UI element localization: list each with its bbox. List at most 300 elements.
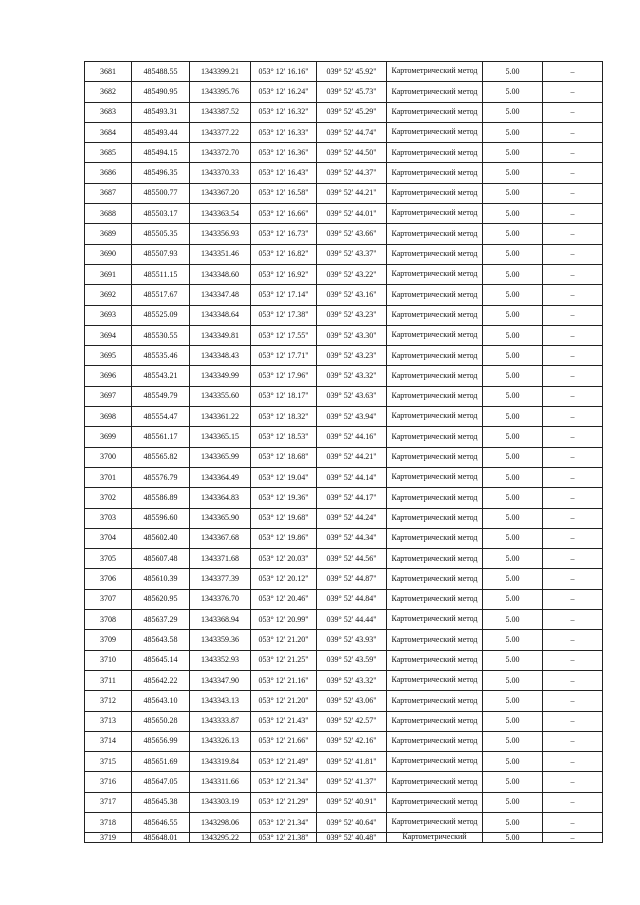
longitude-cell: 039° 52' 43.59" bbox=[317, 650, 387, 670]
latitude-cell: 053° 12' 20.12" bbox=[251, 569, 317, 589]
table-row bbox=[85, 285, 603, 305]
table-row bbox=[85, 772, 603, 792]
point-number-cell: 3698 bbox=[85, 407, 132, 427]
note-cell: – bbox=[543, 812, 603, 832]
table-row bbox=[85, 731, 603, 751]
accuracy-cell: 5.00 bbox=[483, 508, 543, 528]
point-number-cell: 3688 bbox=[85, 204, 132, 224]
table-row bbox=[85, 488, 603, 508]
y-coordinate-cell: 1343356.93 bbox=[190, 224, 251, 244]
point-number-cell: 3708 bbox=[85, 610, 132, 630]
accuracy-cell: 5.00 bbox=[483, 143, 543, 163]
accuracy-cell: 5.00 bbox=[483, 589, 543, 609]
accuracy-cell: 5.00 bbox=[483, 122, 543, 142]
method-cell: Картометрический метод bbox=[387, 610, 483, 630]
longitude-cell: 039° 52' 43.32" bbox=[317, 670, 387, 690]
note-cell: – bbox=[543, 610, 603, 630]
table-row bbox=[85, 467, 603, 487]
latitude-cell: 053° 12' 16.73" bbox=[251, 224, 317, 244]
point-number-cell: 3681 bbox=[85, 62, 132, 82]
point-number-cell: 3705 bbox=[85, 549, 132, 569]
x-coordinate-cell: 485500.77 bbox=[132, 183, 190, 203]
longitude-cell: 039° 52' 40.64" bbox=[317, 812, 387, 832]
x-coordinate-cell: 485645.14 bbox=[132, 650, 190, 670]
point-number-cell: 3683 bbox=[85, 102, 132, 122]
note-cell: – bbox=[543, 407, 603, 427]
latitude-cell: 053° 12' 19.68" bbox=[251, 508, 317, 528]
point-number-cell: 3704 bbox=[85, 528, 132, 548]
latitude-cell: 053° 12' 16.66" bbox=[251, 204, 317, 224]
x-coordinate-cell: 485645.38 bbox=[132, 792, 190, 812]
latitude-cell: 053° 12' 16.32" bbox=[251, 102, 317, 122]
point-number-cell: 3717 bbox=[85, 792, 132, 812]
method-cell: Картометрический метод bbox=[387, 244, 483, 264]
latitude-cell: 053° 12' 18.32" bbox=[251, 407, 317, 427]
table-row bbox=[85, 62, 603, 82]
note-cell: – bbox=[543, 325, 603, 345]
method-cell: Картометрический метод bbox=[387, 792, 483, 812]
note-cell: – bbox=[543, 62, 603, 82]
method-cell: Картометрический метод bbox=[387, 346, 483, 366]
x-coordinate-cell: 485505.35 bbox=[132, 224, 190, 244]
accuracy-cell: 5.00 bbox=[483, 772, 543, 792]
table-row bbox=[85, 102, 603, 122]
point-number-cell: 3697 bbox=[85, 386, 132, 406]
note-cell: – bbox=[543, 833, 603, 843]
table-row bbox=[85, 691, 603, 711]
latitude-cell: 053° 12' 20.99" bbox=[251, 610, 317, 630]
point-number-cell: 3700 bbox=[85, 447, 132, 467]
x-coordinate-cell: 485503.17 bbox=[132, 204, 190, 224]
longitude-cell: 039° 52' 42.16" bbox=[317, 731, 387, 751]
table-row bbox=[85, 711, 603, 731]
method-cell: Картометрический метод bbox=[387, 731, 483, 751]
accuracy-cell: 5.00 bbox=[483, 427, 543, 447]
y-coordinate-cell: 1343368.94 bbox=[190, 610, 251, 630]
note-cell: – bbox=[543, 691, 603, 711]
longitude-cell: 039° 52' 44.44" bbox=[317, 610, 387, 630]
note-cell: – bbox=[543, 143, 603, 163]
x-coordinate-cell: 485643.58 bbox=[132, 630, 190, 650]
longitude-cell: 039° 52' 43.23" bbox=[317, 305, 387, 325]
method-cell: Картометрический метод bbox=[387, 508, 483, 528]
latitude-cell: 053° 12' 16.92" bbox=[251, 264, 317, 284]
latitude-cell: 053° 12' 21.16" bbox=[251, 670, 317, 690]
method-cell: Картометрический метод bbox=[387, 691, 483, 711]
accuracy-cell: 5.00 bbox=[483, 488, 543, 508]
note-cell: – bbox=[543, 163, 603, 183]
latitude-cell: 053° 12' 16.82" bbox=[251, 244, 317, 264]
method-cell: Картометрический метод bbox=[387, 264, 483, 284]
note-cell: – bbox=[543, 346, 603, 366]
latitude-cell: 053° 12' 21.20" bbox=[251, 691, 317, 711]
accuracy-cell: 5.00 bbox=[483, 224, 543, 244]
longitude-cell: 039° 52' 44.34" bbox=[317, 528, 387, 548]
latitude-cell: 053° 12' 17.55" bbox=[251, 325, 317, 345]
longitude-cell: 039° 52' 43.37" bbox=[317, 244, 387, 264]
point-number-cell: 3714 bbox=[85, 731, 132, 751]
point-number-cell: 3694 bbox=[85, 325, 132, 345]
table-row bbox=[85, 224, 603, 244]
method-cell: Картометрический метод bbox=[387, 589, 483, 609]
table-row bbox=[85, 264, 603, 284]
longitude-cell: 039° 52' 40.48" bbox=[317, 833, 387, 843]
x-coordinate-cell: 485535.46 bbox=[132, 346, 190, 366]
point-number-cell: 3703 bbox=[85, 508, 132, 528]
method-cell: Картометрический метод bbox=[387, 752, 483, 772]
table-row bbox=[85, 204, 603, 224]
x-coordinate-cell: 485511.15 bbox=[132, 264, 190, 284]
accuracy-cell: 5.00 bbox=[483, 264, 543, 284]
y-coordinate-cell: 1343365.15 bbox=[190, 427, 251, 447]
method-cell: Картометрический метод bbox=[387, 183, 483, 203]
accuracy-cell: 5.00 bbox=[483, 650, 543, 670]
point-number-cell: 3695 bbox=[85, 346, 132, 366]
method-cell: Картометрический метод bbox=[387, 366, 483, 386]
table-body bbox=[85, 62, 603, 843]
x-coordinate-cell: 485596.60 bbox=[132, 508, 190, 528]
longitude-cell: 039° 52' 43.06" bbox=[317, 691, 387, 711]
point-number-cell: 3716 bbox=[85, 772, 132, 792]
x-coordinate-cell: 485576.79 bbox=[132, 467, 190, 487]
x-coordinate-cell: 485607.48 bbox=[132, 549, 190, 569]
point-number-cell: 3715 bbox=[85, 752, 132, 772]
table-row bbox=[85, 366, 603, 386]
accuracy-cell: 5.00 bbox=[483, 244, 543, 264]
point-number-cell: 3699 bbox=[85, 427, 132, 447]
accuracy-cell: 5.00 bbox=[483, 670, 543, 690]
method-cell: Картометрический метод bbox=[387, 204, 483, 224]
longitude-cell: 039° 52' 45.73" bbox=[317, 82, 387, 102]
method-cell: Картометрический метод bbox=[387, 102, 483, 122]
y-coordinate-cell: 1343361.22 bbox=[190, 407, 251, 427]
table-row bbox=[85, 630, 603, 650]
accuracy-cell: 5.00 bbox=[483, 102, 543, 122]
point-number-cell: 3689 bbox=[85, 224, 132, 244]
table-row bbox=[85, 792, 603, 812]
table-row bbox=[85, 508, 603, 528]
accuracy-cell: 5.00 bbox=[483, 82, 543, 102]
method-cell: Картометрический метод bbox=[387, 82, 483, 102]
latitude-cell: 053° 12' 18.17" bbox=[251, 386, 317, 406]
method-cell: Картометрический метод bbox=[387, 62, 483, 82]
latitude-cell: 053° 12' 16.36" bbox=[251, 143, 317, 163]
y-coordinate-cell: 1343319.84 bbox=[190, 752, 251, 772]
method-cell: Картометрический метод bbox=[387, 549, 483, 569]
y-coordinate-cell: 1343364.83 bbox=[190, 488, 251, 508]
point-number-cell: 3685 bbox=[85, 143, 132, 163]
y-coordinate-cell: 1343349.99 bbox=[190, 366, 251, 386]
y-coordinate-cell: 1343370.33 bbox=[190, 163, 251, 183]
longitude-cell: 039° 52' 41.37" bbox=[317, 772, 387, 792]
table-row bbox=[85, 610, 603, 630]
method-cell: Картометрический метод bbox=[387, 711, 483, 731]
latitude-cell: 053° 12' 20.46" bbox=[251, 589, 317, 609]
point-number-cell: 3710 bbox=[85, 650, 132, 670]
note-cell: – bbox=[543, 650, 603, 670]
note-cell: – bbox=[543, 224, 603, 244]
point-number-cell: 3690 bbox=[85, 244, 132, 264]
accuracy-cell: 5.00 bbox=[483, 833, 543, 843]
table-row bbox=[85, 244, 603, 264]
y-coordinate-cell: 1343351.46 bbox=[190, 244, 251, 264]
y-coordinate-cell: 1343365.90 bbox=[190, 508, 251, 528]
y-coordinate-cell: 1343355.60 bbox=[190, 386, 251, 406]
point-number-cell: 3696 bbox=[85, 366, 132, 386]
y-coordinate-cell: 1343371.68 bbox=[190, 549, 251, 569]
longitude-cell: 039° 52' 41.81" bbox=[317, 752, 387, 772]
accuracy-cell: 5.00 bbox=[483, 691, 543, 711]
longitude-cell: 039° 52' 44.56" bbox=[317, 549, 387, 569]
y-coordinate-cell: 1343303.19 bbox=[190, 792, 251, 812]
accuracy-cell: 5.00 bbox=[483, 305, 543, 325]
x-coordinate-cell: 485637.29 bbox=[132, 610, 190, 630]
y-coordinate-cell: 1343347.48 bbox=[190, 285, 251, 305]
x-coordinate-cell: 485656.99 bbox=[132, 731, 190, 751]
y-coordinate-cell: 1343364.49 bbox=[190, 467, 251, 487]
longitude-cell: 039° 52' 44.16" bbox=[317, 427, 387, 447]
table-row bbox=[85, 650, 603, 670]
point-number-cell: 3684 bbox=[85, 122, 132, 142]
accuracy-cell: 5.00 bbox=[483, 528, 543, 548]
note-cell: – bbox=[543, 285, 603, 305]
latitude-cell: 053° 12' 20.03" bbox=[251, 549, 317, 569]
longitude-cell: 039° 52' 44.17" bbox=[317, 488, 387, 508]
x-coordinate-cell: 485651.69 bbox=[132, 752, 190, 772]
point-number-cell: 3712 bbox=[85, 691, 132, 711]
latitude-cell: 053° 12' 21.20" bbox=[251, 630, 317, 650]
note-cell: – bbox=[543, 447, 603, 467]
note-cell: – bbox=[543, 528, 603, 548]
method-cell: Картометрический метод bbox=[387, 305, 483, 325]
x-coordinate-cell: 485643.10 bbox=[132, 691, 190, 711]
table-row bbox=[85, 752, 603, 772]
table-row bbox=[85, 346, 603, 366]
x-coordinate-cell: 485490.95 bbox=[132, 82, 190, 102]
method-cell: Картометрический метод bbox=[387, 143, 483, 163]
x-coordinate-cell: 485561.17 bbox=[132, 427, 190, 447]
point-number-cell: 3692 bbox=[85, 285, 132, 305]
longitude-cell: 039° 52' 43.32" bbox=[317, 366, 387, 386]
y-coordinate-cell: 1343311.66 bbox=[190, 772, 251, 792]
y-coordinate-cell: 1343348.43 bbox=[190, 346, 251, 366]
x-coordinate-cell: 485549.79 bbox=[132, 386, 190, 406]
coordinates-table-page bbox=[84, 61, 602, 843]
latitude-cell: 053° 12' 16.58" bbox=[251, 183, 317, 203]
accuracy-cell: 5.00 bbox=[483, 467, 543, 487]
table-row bbox=[85, 569, 603, 589]
x-coordinate-cell: 485650.28 bbox=[132, 711, 190, 731]
latitude-cell: 053° 12' 16.33" bbox=[251, 122, 317, 142]
method-cell: Картометрический bbox=[387, 833, 483, 843]
note-cell: – bbox=[543, 589, 603, 609]
latitude-cell: 053° 12' 21.43" bbox=[251, 711, 317, 731]
accuracy-cell: 5.00 bbox=[483, 752, 543, 772]
x-coordinate-cell: 485525.09 bbox=[132, 305, 190, 325]
table-row bbox=[85, 386, 603, 406]
table-row bbox=[85, 589, 603, 609]
point-number-cell: 3711 bbox=[85, 670, 132, 690]
y-coordinate-cell: 1343372.70 bbox=[190, 143, 251, 163]
latitude-cell: 053° 12' 16.16" bbox=[251, 62, 317, 82]
y-coordinate-cell: 1343295.22 bbox=[190, 833, 251, 843]
note-cell: – bbox=[543, 102, 603, 122]
y-coordinate-cell: 1343387.52 bbox=[190, 102, 251, 122]
x-coordinate-cell: 485620.95 bbox=[132, 589, 190, 609]
method-cell: Картометрический метод bbox=[387, 325, 483, 345]
latitude-cell: 053° 12' 17.38" bbox=[251, 305, 317, 325]
longitude-cell: 039° 52' 43.16" bbox=[317, 285, 387, 305]
note-cell: – bbox=[543, 630, 603, 650]
note-cell: – bbox=[543, 569, 603, 589]
latitude-cell: 053° 12' 21.29" bbox=[251, 792, 317, 812]
note-cell: – bbox=[543, 264, 603, 284]
accuracy-cell: 5.00 bbox=[483, 711, 543, 731]
method-cell: Картометрический метод bbox=[387, 163, 483, 183]
accuracy-cell: 5.00 bbox=[483, 386, 543, 406]
note-cell: – bbox=[543, 244, 603, 264]
x-coordinate-cell: 485530.55 bbox=[132, 325, 190, 345]
accuracy-cell: 5.00 bbox=[483, 569, 543, 589]
latitude-cell: 053° 12' 21.66" bbox=[251, 731, 317, 751]
latitude-cell: 053° 12' 21.25" bbox=[251, 650, 317, 670]
note-cell: – bbox=[543, 183, 603, 203]
table-row bbox=[85, 122, 603, 142]
latitude-cell: 053° 12' 18.53" bbox=[251, 427, 317, 447]
latitude-cell: 053° 12' 17.71" bbox=[251, 346, 317, 366]
x-coordinate-cell: 485493.31 bbox=[132, 102, 190, 122]
note-cell: – bbox=[543, 731, 603, 751]
longitude-cell: 039° 52' 44.24" bbox=[317, 508, 387, 528]
note-cell: – bbox=[543, 366, 603, 386]
x-coordinate-cell: 485496.35 bbox=[132, 163, 190, 183]
accuracy-cell: 5.00 bbox=[483, 285, 543, 305]
method-cell: Картометрический метод bbox=[387, 407, 483, 427]
note-cell: – bbox=[543, 508, 603, 528]
y-coordinate-cell: 1343298.06 bbox=[190, 812, 251, 832]
latitude-cell: 053° 12' 17.14" bbox=[251, 285, 317, 305]
longitude-cell: 039° 52' 43.63" bbox=[317, 386, 387, 406]
latitude-cell: 053° 12' 21.34" bbox=[251, 812, 317, 832]
point-number-cell: 3702 bbox=[85, 488, 132, 508]
method-cell: Картометрический метод bbox=[387, 447, 483, 467]
x-coordinate-cell: 485565.82 bbox=[132, 447, 190, 467]
longitude-cell: 039° 52' 44.01" bbox=[317, 204, 387, 224]
table-row bbox=[85, 163, 603, 183]
y-coordinate-cell: 1343359.36 bbox=[190, 630, 251, 650]
accuracy-cell: 5.00 bbox=[483, 163, 543, 183]
latitude-cell: 053° 12' 19.86" bbox=[251, 528, 317, 548]
note-cell: – bbox=[543, 427, 603, 447]
y-coordinate-cell: 1343376.70 bbox=[190, 589, 251, 609]
method-cell: Картометрический метод bbox=[387, 224, 483, 244]
x-coordinate-cell: 485602.40 bbox=[132, 528, 190, 548]
note-cell: – bbox=[543, 305, 603, 325]
longitude-cell: 039° 52' 43.22" bbox=[317, 264, 387, 284]
y-coordinate-cell: 1343347.90 bbox=[190, 670, 251, 690]
point-number-cell: 3687 bbox=[85, 183, 132, 203]
method-cell: Картометрический метод bbox=[387, 122, 483, 142]
method-cell: Картометрический метод bbox=[387, 650, 483, 670]
longitude-cell: 039° 52' 44.37" bbox=[317, 163, 387, 183]
table-row bbox=[85, 549, 603, 569]
note-cell: – bbox=[543, 467, 603, 487]
table-row bbox=[85, 427, 603, 447]
x-coordinate-cell: 485488.55 bbox=[132, 62, 190, 82]
longitude-cell: 039° 52' 43.66" bbox=[317, 224, 387, 244]
table-row bbox=[85, 670, 603, 690]
latitude-cell: 053° 12' 21.49" bbox=[251, 752, 317, 772]
note-cell: – bbox=[543, 670, 603, 690]
x-coordinate-cell: 485646.55 bbox=[132, 812, 190, 832]
latitude-cell: 053° 12' 17.96" bbox=[251, 366, 317, 386]
method-cell: Картометрический метод bbox=[387, 772, 483, 792]
accuracy-cell: 5.00 bbox=[483, 325, 543, 345]
x-coordinate-cell: 485648.01 bbox=[132, 833, 190, 843]
accuracy-cell: 5.00 bbox=[483, 204, 543, 224]
table-row bbox=[85, 305, 603, 325]
note-cell: – bbox=[543, 792, 603, 812]
longitude-cell: 039° 52' 44.84" bbox=[317, 589, 387, 609]
method-cell: Картометрический метод bbox=[387, 569, 483, 589]
point-number-cell: 3701 bbox=[85, 467, 132, 487]
latitude-cell: 053° 12' 21.38" bbox=[251, 833, 317, 843]
point-number-cell: 3693 bbox=[85, 305, 132, 325]
table-row bbox=[85, 528, 603, 548]
note-cell: – bbox=[543, 549, 603, 569]
note-cell: – bbox=[543, 752, 603, 772]
x-coordinate-cell: 485642.22 bbox=[132, 670, 190, 690]
latitude-cell: 053° 12' 18.68" bbox=[251, 447, 317, 467]
method-cell: Картометрический метод bbox=[387, 528, 483, 548]
longitude-cell: 039° 52' 43.23" bbox=[317, 346, 387, 366]
point-number-cell: 3707 bbox=[85, 589, 132, 609]
table-row bbox=[85, 407, 603, 427]
y-coordinate-cell: 1343333.87 bbox=[190, 711, 251, 731]
longitude-cell: 039° 52' 45.92" bbox=[317, 62, 387, 82]
point-number-cell: 3686 bbox=[85, 163, 132, 183]
latitude-cell: 053° 12' 19.04" bbox=[251, 467, 317, 487]
longitude-cell: 039° 52' 45.29" bbox=[317, 102, 387, 122]
accuracy-cell: 5.00 bbox=[483, 183, 543, 203]
y-coordinate-cell: 1343399.21 bbox=[190, 62, 251, 82]
accuracy-cell: 5.00 bbox=[483, 366, 543, 386]
y-coordinate-cell: 1343349.81 bbox=[190, 325, 251, 345]
y-coordinate-cell: 1343377.39 bbox=[190, 569, 251, 589]
method-cell: Картометрический метод bbox=[387, 630, 483, 650]
note-cell: – bbox=[543, 122, 603, 142]
accuracy-cell: 5.00 bbox=[483, 630, 543, 650]
longitude-cell: 039° 52' 42.57" bbox=[317, 711, 387, 731]
longitude-cell: 039° 52' 44.74" bbox=[317, 122, 387, 142]
note-cell: – bbox=[543, 488, 603, 508]
y-coordinate-cell: 1343363.54 bbox=[190, 204, 251, 224]
y-coordinate-cell: 1343326.13 bbox=[190, 731, 251, 751]
table-row bbox=[85, 833, 603, 843]
accuracy-cell: 5.00 bbox=[483, 610, 543, 630]
longitude-cell: 039° 52' 43.94" bbox=[317, 407, 387, 427]
table-row bbox=[85, 143, 603, 163]
y-coordinate-cell: 1343352.93 bbox=[190, 650, 251, 670]
y-coordinate-cell: 1343365.99 bbox=[190, 447, 251, 467]
method-cell: Картометрический метод bbox=[387, 386, 483, 406]
point-number-cell: 3691 bbox=[85, 264, 132, 284]
table-row bbox=[85, 82, 603, 102]
longitude-cell: 039° 52' 43.93" bbox=[317, 630, 387, 650]
table-row bbox=[85, 812, 603, 832]
method-cell: Картометрический метод bbox=[387, 285, 483, 305]
longitude-cell: 039° 52' 43.30" bbox=[317, 325, 387, 345]
